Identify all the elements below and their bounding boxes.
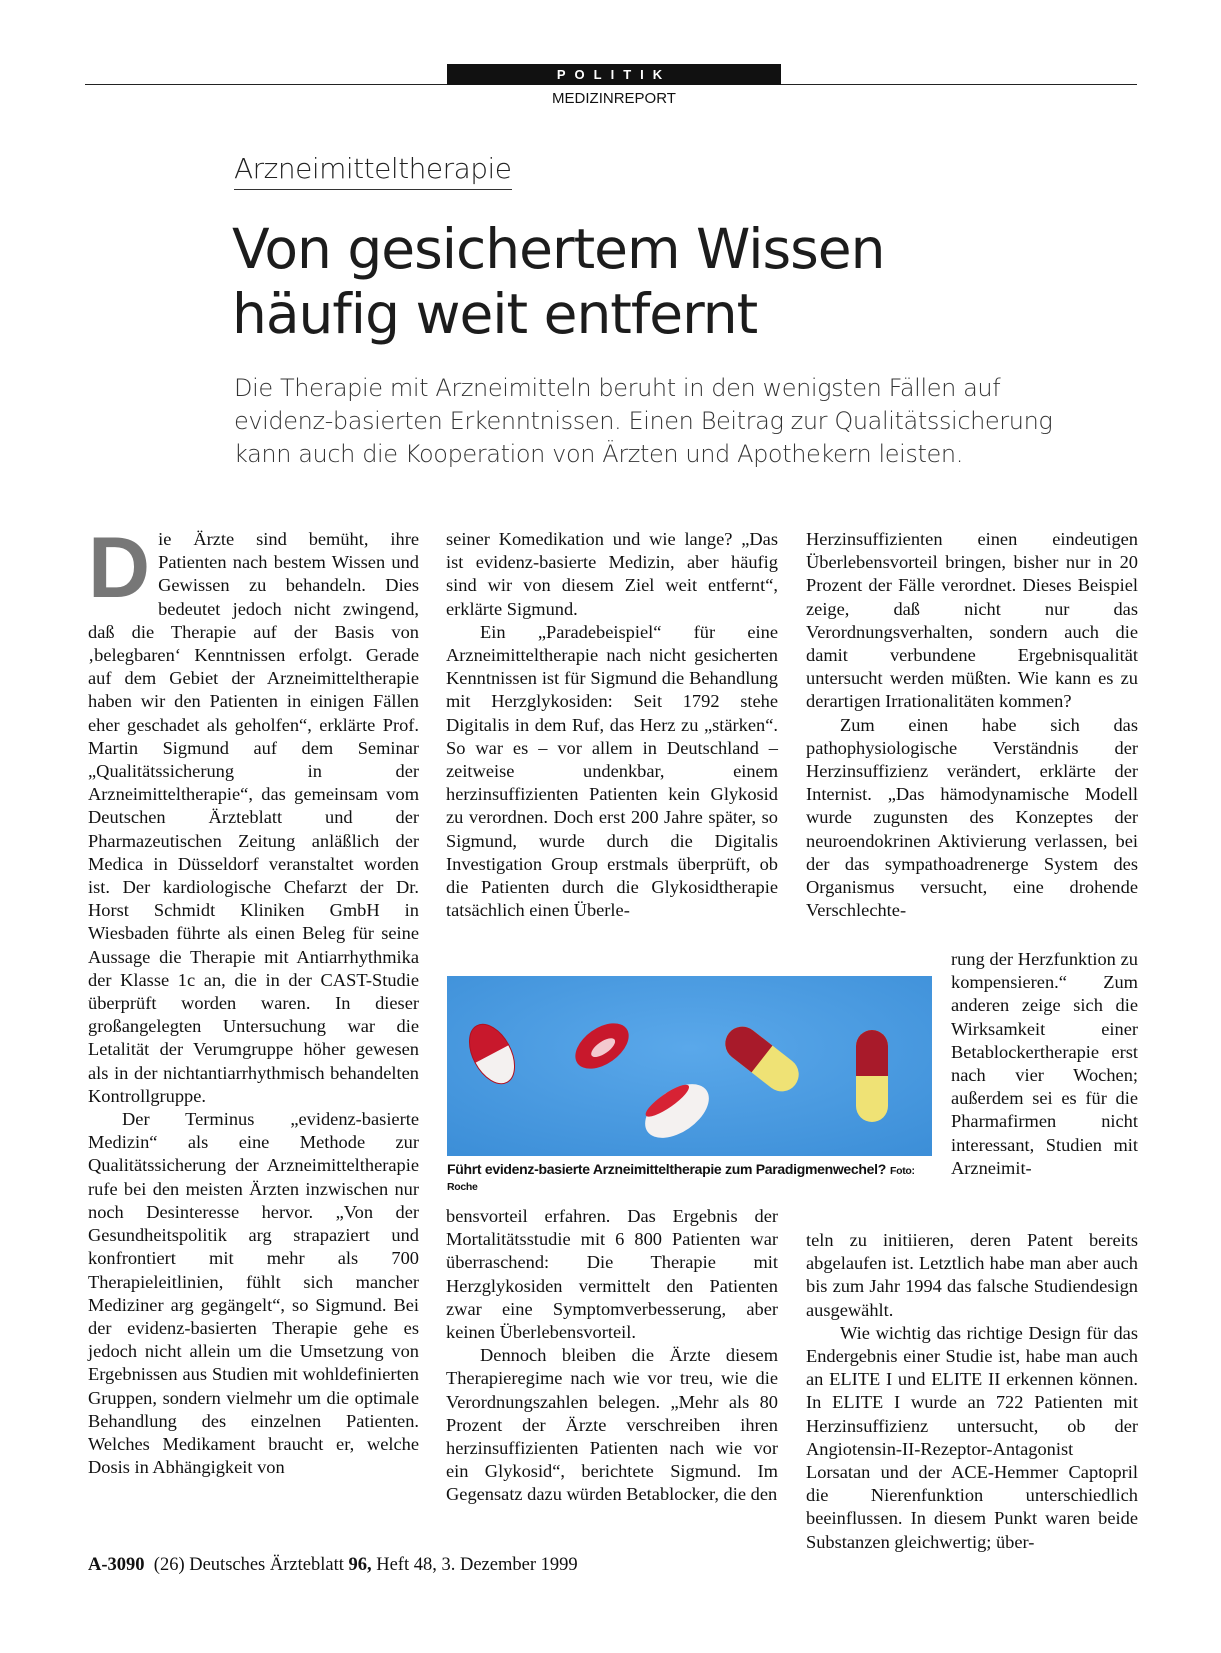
headline-line-1: Von gesichertem Wissen [232,217,885,281]
headline-line-2: häufig weit entfernt [232,282,758,346]
paragraph: Dennoch bleiben die Ärzte diesem Therapieregime nach wie vor treu, wie die Verordnungszahlen belegen. „Mehr als 80 Prozent der Ärzte verschreiben ihren herzinsuffizienten Patienten nach wie vor ein Glykosid“, berichtete Sigmund. Im Gegensatz dazu würden Betablocker, die den [446,1345,778,1505]
article-column-2-bottom [446,1205,778,1507]
photo-caption [447,1161,932,1193]
subsection-label: MEDIZINREPORT [552,90,676,107]
article-deck: Die Therapie mit Arzneimitteln beruht in den wenigsten Fällen auf evidenz-basierten Erkenntnissen. Einen Beitrag zur Qualitätssicherung kann auch die Kooperation von Ärzten und Apothekern leisten. [234,374,1053,468]
issue-date: Heft 48, 3. Dezember 1999 [376,1555,578,1575]
volume-number: 96, [348,1555,372,1575]
article-column-3-bottom [806,1229,1138,1554]
article-column-2-top [446,528,778,922]
paragraph: Wie wichtig das richtige Design für das Endergebnis einer Studie ist, habe man auch an ELITE I und ELITE II erkennen können. In ELITE I wurde an 722 Patienten mit Herzinsuffizienz untersucht, ob der Angiotensin-II-Rezeptor-Antagonist Lorsatan und der ACE-Hemmer Captopril die Nierenfunktion unterschiedlich beeinflussen. In diesem Punkt waren beide Substanzen gleichwertig; über- [806,1322,1138,1552]
capsule-red-yellow-right [856,1030,888,1122]
paragraph: Ein „Paradebeispiel“ für eine Arzneimitteltherapie nach nicht gesicherten Kenntnissen ist für Sigmund die Behandlung mit Herzglykosiden: Seit 1792 stehe Digitalis in dem Ruf, das Herz zu „stärken“. So war es – vor allem in Deutschland – zeitweise undenkbar, einem herzinsuffizienten Patienten kein Glykosid zu verordnen. Doch erst 200 Jahre später, so Sigmund, wurde durch die Digitalis Investigation Group erstmals überprüft, ob die Patienten durch die Glykosidtherapie tatsächlich einen Überle- [446,621,778,921]
paragraph: Zum einen habe sich das pathophysiologische Verständnis der Herzinsuffizienz verändert, erklärte der Internist. „Das hämodynamische Modell wurde zugunsten des Konzeptes der neuroendokrinen Aktivierung verlassen, bei der das sympathoadrenerge System des Organismus versucht, eine drohende Verschlechte- [806,714,1138,921]
drop-cap: D [88,520,151,616]
paragraph: Der Terminus „evidenz-basierte Medizin“ als eine Methode zur Qualitätssicherung der Arzneimitteltherapie rufe bei den meisten Ärzten inzwischen nur noch Desinteresse hervor. „Von der Gesundheitspolitik arg strapaziert und konfrontiert mit mehr als 700 Therapieleitlinien, fühlt sich mancher Mediziner arg gegängelt“, so Sigmund. Bei der evidenz-basierten Therapie gehe es jedoch nicht allein um die Umsetzung von Ergebnissen aus Studien mit wohldefinierten Gruppen, sondern vielmehr um die optimale Behandlung des einzelnen Patienten. Welches Medikament braucht er, welche Dosis in Abhängigkeit von [88,1109,419,1478]
paragraph: Herzinsuffizienten einen eindeutigen Überlebensvorteil bringen, bisher nur in 20 Prozent der Fälle verordnet. Dieses Beispiel zeige, daß nicht nur das Verordnungsverhalten, sondern auch die damit verbundene Ergebnisqualität untersucht werden müßten. Wie kann es zu derartigen Irrationalitäten kommen? [806,529,1138,712]
page-footer [88,1555,578,1576]
paragraph: bensvorteil erfahren. Das Ergebnis der Mortalitätsstudie mit 6 800 Patienten war überraschend: Die Therapie mit Herzglykosiden vermittelt den Patienten zwar eine Symptomverbesserung, aber keinen Überlebensvorteil. [446,1206,778,1343]
paragraph: seiner Komedikation und wie lange? „Das ist evidenz-basierte Medizin, aber häufig sind wir von diesem Ziel weit entfernt“, erklärte Sigmund. [446,529,778,619]
article-column-3-wrap [951,948,1138,1180]
section-label: POLITIK [447,64,781,85]
paragraph [88,520,419,1108]
paragraph-text: ie Ärzte sind bemüht, ihre Patienten nach bestem Wissen und Gewissen zu behandeln. Dies bedeutet jedoch nicht zwingend, daß die Therapie auf der Basis von ‚belegbaren‘ Kenntnissen erfolgt. Gerade auf dem Gebiet der Arzneimitteltherapie haben wir den Patienten in einigen Fällen eher geschadet als geholfen“, erklärte Prof. Martin Sigmund auf dem Seminar „Qualitätssicherung in der Arzneimitteltherapie“, das gemeinsam vom Deutschen Ärzteblatt und der Pharmazeutischen Zeitung anläßlich der Medica in Düsseldorf veranstaltet worden ist. Der kardiologische Chefarzt der Dr. Horst Schmidt Kliniken GmbH in Wiesbaden führte als einen Beleg für seine Aussage die Therapie mit Antiarrhythmika der Klasse 1c an, die in der CAST-Studie überprüft worden waren. In dieser großangelegten Untersuchung war die Letalität der Verumgruppe höher gewesen als in der nichtantiarrhythmisch behandelten Kontrollgruppe. [88,529,419,1106]
article-column-3-top [806,528,1138,922]
article-kicker: Arzneimitteltherapie [234,152,512,190]
paragraph: rung der Herzfunktion zu kompensieren.“ Zum anderen zeige sich die Wirksamkeit einer Betablockertherapie erst nach vier Wochen; außerdem sei es für die Pharmafirmen nicht interessant, Studien mit Arzneimit- [951,949,1138,1178]
article-headline [232,217,1132,347]
paragraph: teln zu initiieren, deren Patent bereits abgelaufen ist. Letztlich habe man aber auch bis zum Jahr 1994 das falsche Studiendesign ausgewählt. [806,1230,1138,1320]
pills-illustration [447,976,932,1156]
journal-name: (26) Deutsches Ärzteblatt [153,1555,344,1575]
pills-photo [447,976,932,1156]
page-number: A-3090 [88,1555,145,1575]
photo-credit: Foto: Roche [447,1165,915,1193]
caption-text: Führt evidenz-basierte Arzneimitteltherapie zum Paradigmenwechel? [447,1161,886,1177]
article-column-1 [88,520,419,1479]
